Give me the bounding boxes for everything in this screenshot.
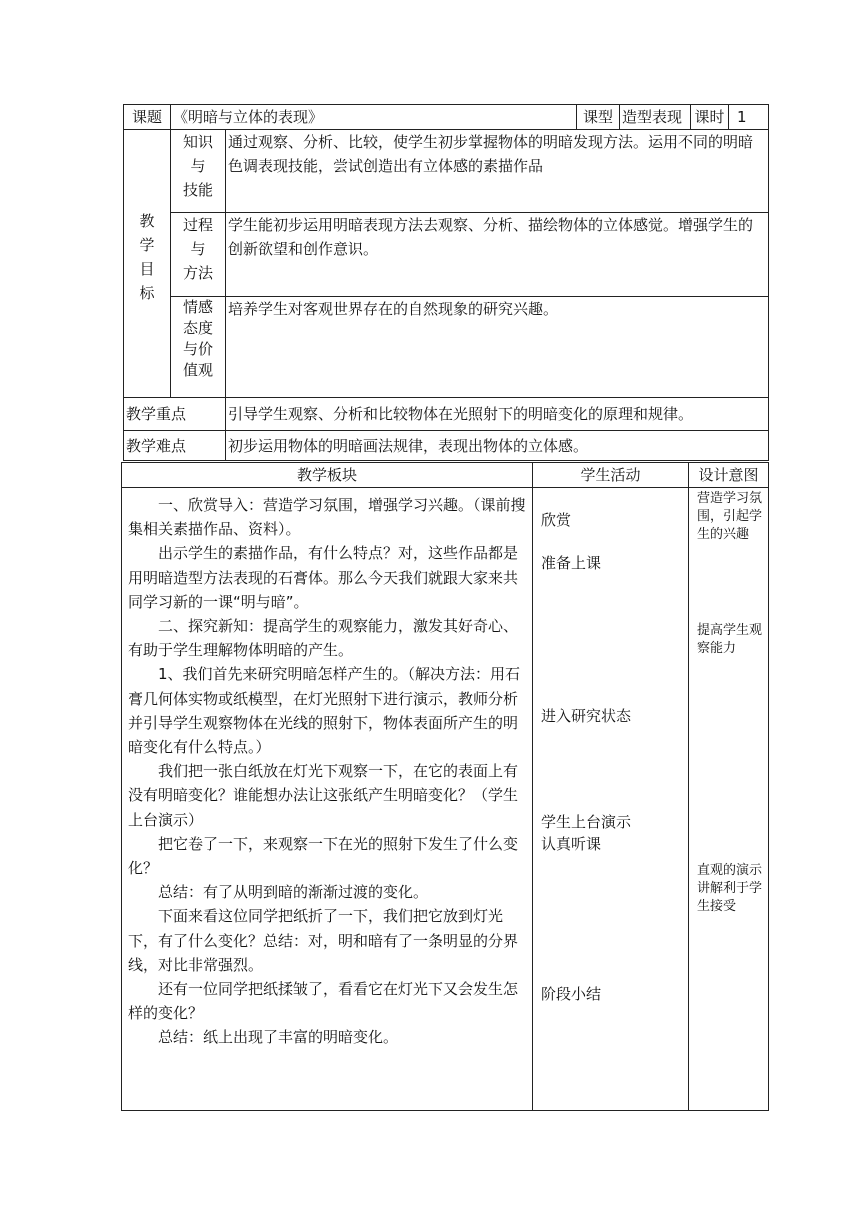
difficulty-content: 初步运用物体的明暗画法规律，表现出物体的立体感。 [226,431,769,461]
focus-label: 教学重点 [124,398,226,431]
topic-label: 课题 [124,105,171,130]
intent-header: 设计意图 [689,463,769,488]
activity-item: 学生上台演示 [541,813,632,831]
topic-value: 《明暗与立体的表现》 [171,105,577,130]
intent-column [689,488,769,1111]
type-value: 造型表现 [620,105,691,130]
teaching-process-table [121,462,769,1111]
objective-knowledge-content: 通过观察、分析、比较，使学生初步掌握物体的明暗发现方法。运用不同的明暗色调表现技能，尝试创造出有立体感的素描作品 [226,130,769,213]
objective-process-label: 过程 与 方法 [171,213,226,297]
process-paragraph: 一、欣赏导入：营造学习氛围，增强学习兴趣。（课前搜集相关素描作品、资料）。 [128,496,526,539]
activity-item: 准备上课 [541,554,602,572]
process-header: 教学板块 [122,463,533,488]
activity-item: 认真听课 [541,835,602,853]
process-paragraph: 总结：有了从明到暗的渐渐过渡的变化。 [158,883,429,902]
process-paragraph: 二、探究新知：提高学生的观察能力，激发其好奇心、有助于学生理解物体明暗的产生。 [128,617,519,660]
lesson-info-table [123,104,769,461]
process-paragraph: 还有一位同学把纸揉皱了，看看它在灯光下又会发生怎样的变化？ [128,980,519,1023]
process-paragraph: 出示学生的素描作品，有什么特点？对，这些作品都是用明暗造型方法表现的石膏体。那么今天我们就跟大家来共同学习新的一课“明与暗”。 [128,544,519,611]
activity-header: 学生活动 [533,463,689,488]
activity-item: 进入研究状态 [541,707,632,725]
type-label: 课型 [577,105,620,130]
objective-attitude-label: 情感 态度 与价 值观 [171,297,226,398]
process-paragraph: 把它卷了一下，来观察一下在光的照射下发生了什么变化？ [128,834,519,878]
process-content [122,488,533,1111]
intent-item: 提高学生观察能力 [697,623,763,656]
activity-item: 阶段小结 [541,985,602,1003]
objectives-label: 教 学 目 标 [124,130,171,398]
intent-item: 直观的演示讲解利于学生接受 [697,863,763,914]
intent-item: 营造学习氛围，引起学生的兴趣 [697,491,763,542]
process-paragraph: 我们把一张白纸放在灯光下观察一下，在它的表面上有没有明暗变化？谁能想办法让这张纸产生明暗变化？（学生上台演示） [128,762,519,829]
activity-column [533,488,689,1111]
difficulty-label: 教学难点 [124,431,226,461]
process-paragraph: 下面来看这位同学把纸折了一下，我们把它放到灯光下，有了什么变化？总结：对，明和暗有了一条明显的分界线，对比非常强烈。 [128,907,519,974]
hours-label: 课时 [691,105,729,130]
process-paragraph: 总结：纸上出现了丰富的明暗变化。 [158,1028,399,1047]
objective-attitude-content: 培养学生对客观世界存在的自然现象的研究兴趣。 [226,297,769,398]
activity-item: 欣赏 [541,511,572,529]
hours-value: 1 [729,105,769,130]
objective-process-content: 学生能初步运用明暗表现方法去观察、分析、描绘物体的立体感觉。增强学生的创新欲望和创作意识。 [226,213,769,297]
focus-content: 引导学生观察、分析和比较物体在光照射下的明暗变化的原理和规律。 [226,398,769,431]
process-paragraph: 1、我们首先来研究明暗怎样产生的。（解决方法：用石膏几何体实物或纸模型，在灯光照射下进行演示，教师分析并引导学生观察物体在光线的照射下，物体表面所产生的明暗变化有什么特点。） [128,665,521,757]
objective-knowledge-label: 知识 与 技能 [171,130,226,213]
